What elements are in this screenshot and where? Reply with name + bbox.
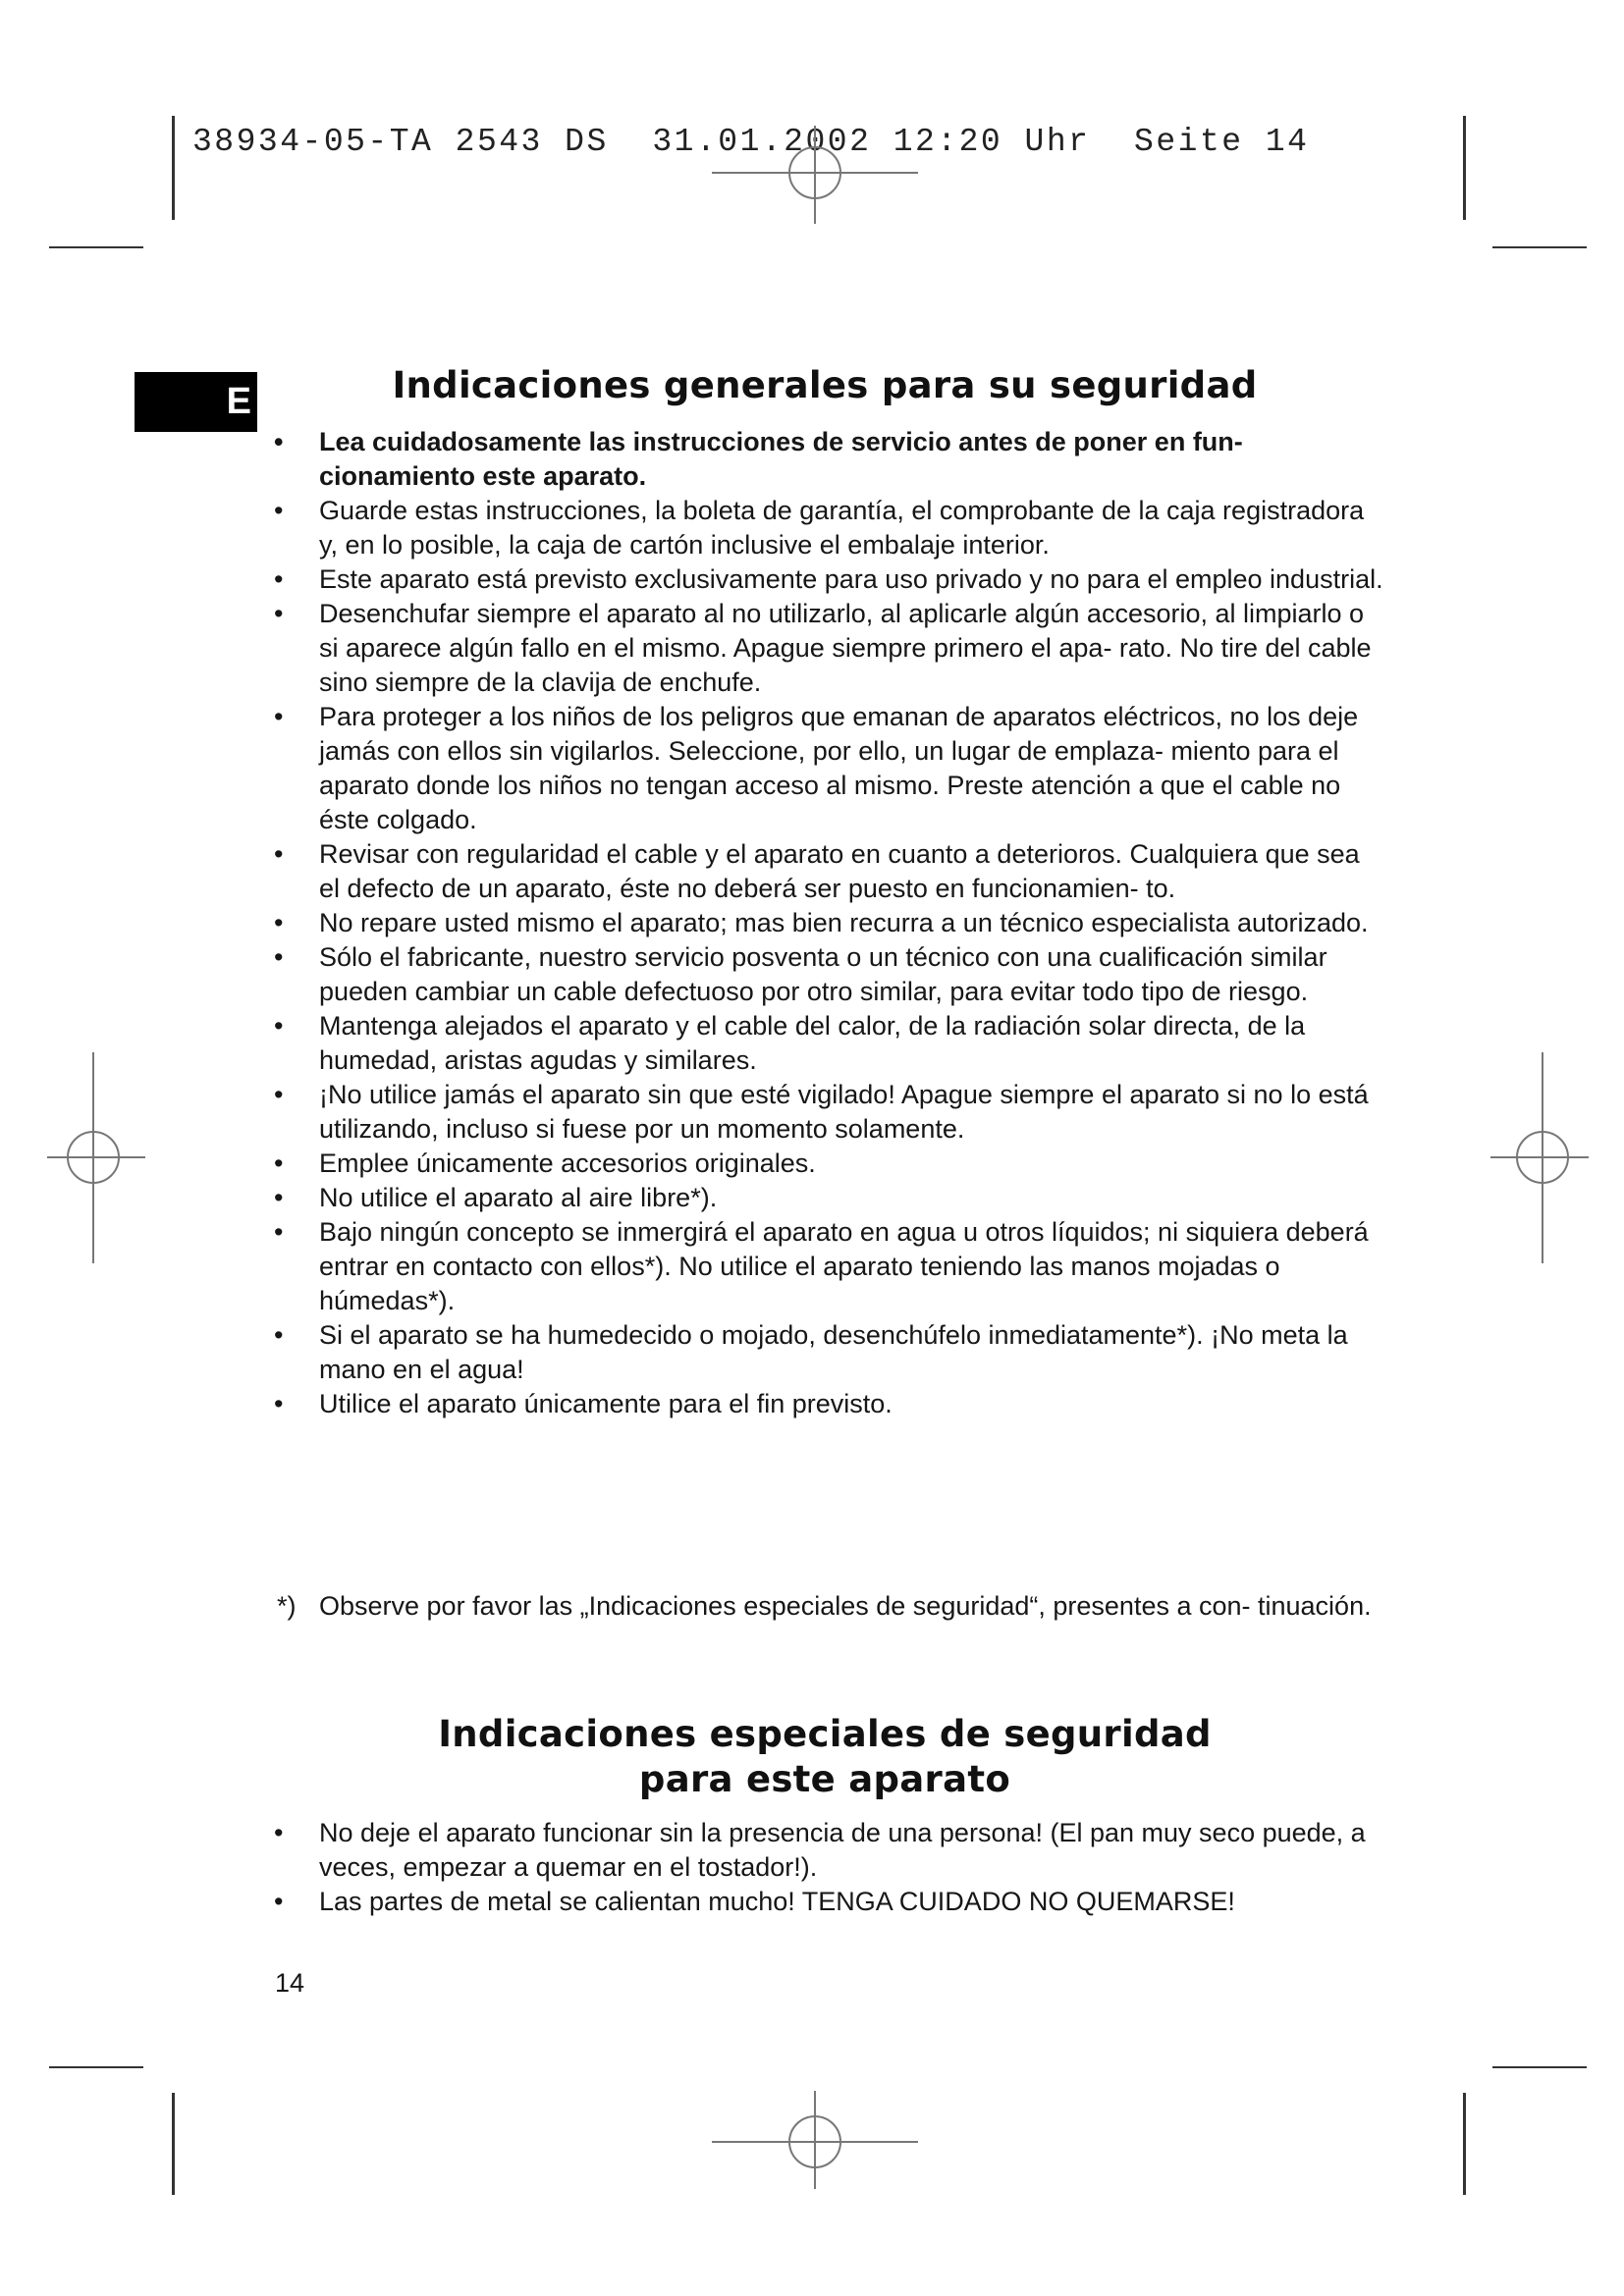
crop-mark: [1463, 116, 1466, 220]
section-heading-line: para este aparato: [638, 1758, 1011, 1800]
list-item: • Guarde estas instrucciones, la boleta de garantía, el comprobante de la caja registradora y, en lo posible, la caja de cartón inclusive el embalaje interior.: [270, 494, 1384, 562]
list-item: • Utilice el aparato únicamente para el fin previsto.: [270, 1387, 1384, 1421]
list-item: • Bajo ningún concepto se inmergirá el aparato en agua u otros líquidos; ni siquiera deberá entrar en contacto con ellos*). No utilice el aparato teniendo las manos mojadas o húmedas*).: [270, 1215, 1384, 1318]
print-slug: 38934-05-TA 2543 DS 31.01.2002 12:20 Uhr Seite 14: [192, 124, 1310, 160]
list-item: • No utilice el aparato al aire libre*).: [270, 1181, 1384, 1215]
crop-mark: [172, 116, 175, 220]
special-safety-list: [270, 1816, 1384, 1919]
list-item: • Las partes de metal se calientan mucho! TENGA CUIDADO NO QUEMARSE!: [270, 1885, 1384, 1919]
list-item: • Sólo el fabricante, nuestro servicio posventa o un técnico con una cualificación similar pueden cambiar un cable defectuoso por otro similar, para evitar todo tipo de riesgo.: [270, 940, 1384, 1009]
list-item: • Mantenga alejados el aparato y el cable del calor, de la radiación solar directa, de la humedad, aristas agudas y similares.: [270, 1009, 1384, 1078]
list-item: • Emplee únicamente accesorios originales.: [270, 1147, 1384, 1181]
safety-list: [270, 425, 1384, 1421]
list-item: • Lea cuidadosamente las instrucciones de servicio antes de poner en fun- cionamiento este aparato.: [270, 425, 1384, 494]
crop-mark: [49, 246, 143, 248]
registration-mark-icon: [47, 1052, 145, 1263]
list-item: • Si el aparato se ha humedecido o mojado, desenchúfelo inmediatamente*). ¡No meta la mano en el agua!: [270, 1318, 1384, 1387]
registration-mark-icon: [1490, 1052, 1589, 1263]
list-item: • Este aparato está previsto exclusivamente para uso privado y no para el empleo industrial.: [270, 562, 1384, 597]
list-item: • Desenchufar siempre el aparato al no utilizarlo, al aplicarle algún accesorio, al limpiarlo o si aparece algún fallo en el mismo. Apague siempre primero el apa- rato. No tire del cable sino siempre de la clavija de enchufe.: [270, 597, 1384, 700]
crop-mark: [1492, 2066, 1587, 2068]
page-number: 14: [275, 1968, 305, 1998]
section-heading: Indicaciones generales para su seguridad: [392, 364, 1258, 406]
registration-mark-icon: [712, 126, 918, 224]
list-item: • ¡No utilice jamás el aparato sin que esté vigilado! Apague siempre el aparato si no lo está utilizando, incluso si fuese por un momento solamente.: [270, 1078, 1384, 1147]
language-tab: E: [135, 372, 257, 432]
section-heading-line: Indicaciones especiales de seguridad: [438, 1713, 1212, 1755]
list-item: • No repare usted mismo el aparato; mas bien recurra a un técnico especialista autorizado.: [270, 906, 1384, 940]
footnote-marker: *): [277, 1591, 297, 1621]
list-item: • Para proteger a los niños de los peligros que emanan de aparatos eléctricos, no los deje jamás con ellos sin vigilarlos. Seleccione, por ello, un lugar de emplaza- miento para el aparato donde los niños no tengan acceso al mismo. Preste atención a que el cable no éste colgado.: [270, 700, 1384, 837]
crop-mark: [49, 2066, 143, 2068]
crop-mark: [172, 2093, 175, 2195]
list-item: • Revisar con regularidad el cable y el aparato en cuanto a deterioros. Cualquiera que sea el defecto de un aparato, éste no deberá ser puesto en funcionamien- to.: [270, 837, 1384, 906]
crop-mark: [1463, 2093, 1466, 2195]
crop-mark: [1492, 246, 1587, 248]
list-item: • No deje el aparato funcionar sin la presencia de una persona! (El pan muy seco puede, a veces, empezar a quemar en el tostador!).: [270, 1816, 1384, 1885]
footnote-text: Observe por favor las „Indicaciones especiales de seguridad“, presentes a con- tinuación.: [319, 1591, 1372, 1621]
footnote: [277, 1589, 1381, 1624]
registration-mark-icon: [712, 2091, 918, 2189]
section-heading: [285, 1712, 1365, 1802]
